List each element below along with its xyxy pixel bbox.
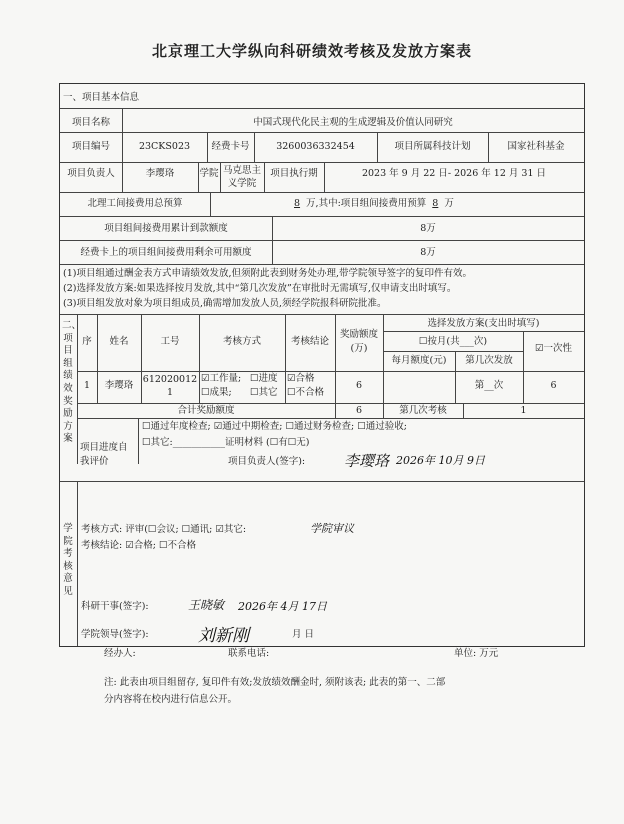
rule xyxy=(122,162,123,192)
rule xyxy=(60,240,584,241)
rule xyxy=(77,403,584,404)
row-method-a: ☑工作量; xyxy=(201,373,242,384)
note-3: (3)项目组发放对象为项目组成员,确需增加发放人员,须经学院报科研院批准。 xyxy=(63,298,387,309)
section1-heading: 一、项目基本信息 xyxy=(63,92,140,103)
rule xyxy=(254,132,255,162)
rule xyxy=(60,216,584,217)
budget-line xyxy=(288,198,454,210)
footnote-line1: 注: 此表由项目组留存, 复印件有效;发放绩效酬金时, 须附该表; 此表的第一、二部 xyxy=(104,677,446,688)
form-table xyxy=(59,83,585,647)
review-conclusion: 考核结论: ☑合格; ☐不合格 xyxy=(81,540,196,551)
rule xyxy=(60,108,584,109)
scheme-monthly: ☐按月(共___次) xyxy=(418,336,488,347)
fund-card-value: 3260036332454 xyxy=(276,141,355,152)
unit-label: 单位: 万元 xyxy=(454,648,499,659)
budget-label: 北理工间接费用总预算 xyxy=(87,198,183,209)
period-value: 2023 年 9 月 22 日- 2026 年 12 月 31 日 xyxy=(361,168,547,179)
project-name-label: 项目名称 xyxy=(71,117,110,128)
project-no-value: 23CKS023 xyxy=(138,141,191,152)
review-method: 考核方式: 评审(☐会议; ☐通讯; ☑其它: xyxy=(81,524,247,535)
project-no-label: 项目编号 xyxy=(71,141,110,152)
phone-label: 联系电话: xyxy=(228,648,270,659)
header-nth: 第几次发放 xyxy=(465,355,513,366)
header-id: 工号 xyxy=(160,336,180,347)
progress-line1: ☐通过年度检查; ☑通过中期检查; ☐通过财务检查; ☐通过验收; xyxy=(142,421,407,432)
leader-value: 李璎珞 xyxy=(145,168,175,179)
scheme-once: ☑一次性 xyxy=(534,343,573,354)
rule xyxy=(383,331,584,332)
rule xyxy=(324,162,325,192)
budget-mid: 万,其中:项目组间接费用预算 xyxy=(306,198,427,209)
row-id: 6120200121 xyxy=(142,374,198,398)
budget-post: 万 xyxy=(444,198,454,209)
allocated-value: 8万 xyxy=(420,223,436,234)
college-value: 马克思主义学院 xyxy=(222,165,261,189)
header-name: 姓名 xyxy=(109,336,129,347)
rule xyxy=(60,162,584,163)
note-2: (2)选择发放方案:如果选择按月发放,其中“第几次发放”在审批时无需填写,仅申请支出时填写。 xyxy=(63,283,457,294)
budget-amount-group: 8 xyxy=(432,198,439,209)
header-conclusion: 考核结论 xyxy=(290,336,329,347)
header-monthly-amount: 每月额度(元) xyxy=(391,355,447,366)
rule xyxy=(60,481,584,482)
secretary-label: 科研干事(签字): xyxy=(81,601,149,612)
total-nth-value: 1 xyxy=(520,405,527,416)
progress-sign-label: 项目负责人(签字): xyxy=(228,456,306,467)
row-conclusion-pass: ☑合格 xyxy=(287,373,315,384)
rule xyxy=(207,132,208,162)
review-method-handwritten: 学院审议 xyxy=(310,522,354,535)
period-label: 项目执行期 xyxy=(270,168,318,179)
rule xyxy=(199,314,200,403)
rule xyxy=(383,351,523,352)
row-amount: 6 xyxy=(355,380,363,391)
rule xyxy=(77,481,78,646)
rule xyxy=(60,192,584,193)
plan-label: 项目所属科技计划 xyxy=(394,141,471,152)
total-value: 6 xyxy=(355,405,363,416)
leader-sign-date: 2026年 10月 9日 xyxy=(396,454,485,467)
rule xyxy=(77,418,584,419)
section3-side-label: 学院考核意见 xyxy=(63,523,73,597)
operator-label: 经办人: xyxy=(104,648,136,659)
section2-side-label: 二、项目组绩效奖励方案 xyxy=(62,320,82,445)
rule xyxy=(122,108,123,132)
college-label: 学院 xyxy=(199,168,219,179)
rule xyxy=(463,403,464,418)
plan-value: 国家社科基金 xyxy=(507,141,565,152)
header-seq: 序 xyxy=(82,336,92,347)
rule xyxy=(77,371,584,372)
rule xyxy=(198,162,199,192)
leader-signature: 李璎珞 xyxy=(344,452,390,470)
secretary-sign-date: 2026年 4月 17日 xyxy=(238,600,327,613)
college-leader-label: 学院领导(签字): xyxy=(81,629,149,640)
rule xyxy=(455,351,456,403)
budget-amount-total: 8 xyxy=(294,198,301,209)
rule xyxy=(264,162,265,192)
header-scheme: 选择发放方案(支出时填写) xyxy=(427,318,540,329)
rule xyxy=(285,314,286,403)
rule xyxy=(60,314,584,315)
row-seq: 1 xyxy=(83,380,91,391)
rule xyxy=(220,162,221,192)
rule xyxy=(377,132,378,162)
rule xyxy=(523,331,524,403)
row-method-c: ☐成果; xyxy=(201,387,232,398)
rule xyxy=(122,132,123,162)
progress-line2: ☐其它:___________证明材料 (☐有☐无) xyxy=(142,437,310,448)
note-1: (1)项目组通过酬金表方式申请绩效发放,但须附此表到财务处办理,带学院领导签字的复印件有效。 xyxy=(63,268,472,279)
progress-label: 项目进度自我评价 xyxy=(80,442,128,467)
total-nth-label: 第几次考核 xyxy=(399,405,447,416)
rule xyxy=(138,418,139,464)
rule xyxy=(60,132,584,133)
document-title: 北京理工大学纵向科研绩效考核及发放方案表 xyxy=(151,42,472,60)
allocated-label: 项目组间接费用累计到款额度 xyxy=(104,223,228,234)
footnote-line2: 分内容将在校内进行信息公开。 xyxy=(104,694,238,705)
row-nth: 第__次 xyxy=(474,380,504,391)
secretary-signature: 王晓敏 xyxy=(188,598,225,612)
rule xyxy=(60,264,584,265)
rule xyxy=(210,192,211,216)
rule xyxy=(488,132,489,162)
row-once-amount: 6 xyxy=(550,380,557,391)
fund-card-label: 经费卡号 xyxy=(211,141,250,152)
project-name-value: 中国式现代化民主观的生成逻辑及价值认同研究 xyxy=(253,117,453,128)
remaining-label: 经费卡上的项目组间接费用剩余可用额度 xyxy=(80,247,252,258)
row-name: 李璎珞 xyxy=(104,380,134,391)
total-label: 合计奖励额度 xyxy=(177,405,235,416)
college-leader-date: 月 日 xyxy=(292,629,315,640)
remaining-value: 8万 xyxy=(420,247,436,258)
row-method-d: ☐其它 xyxy=(250,387,278,398)
row-conclusion-fail: ☐不合格 xyxy=(287,387,325,398)
college-leader-signature: 刘新刚 xyxy=(198,626,249,646)
leader-label: 项目负责人 xyxy=(67,168,115,179)
header-method: 考核方式 xyxy=(222,336,261,347)
row-method-b: ☐进度 xyxy=(250,373,278,384)
header-amount: 奖励额度(万) xyxy=(339,329,378,354)
